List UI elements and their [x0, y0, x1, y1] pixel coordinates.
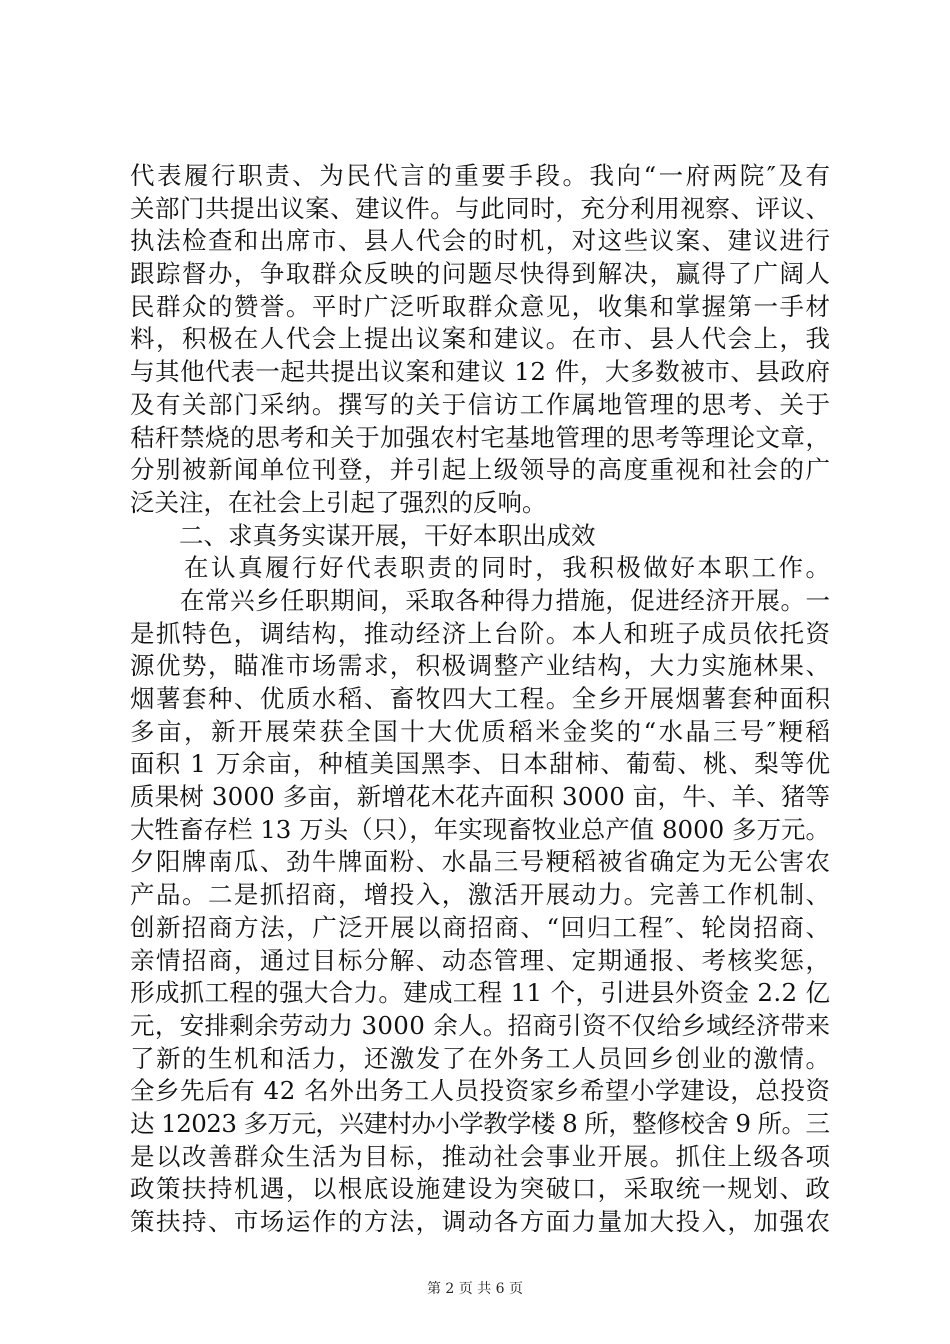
text-line: 多亩，新开展荣获全国十大优质稻米金奖的“水晶三号″粳稻	[130, 716, 833, 746]
text-line: 质果树 3000 多亩，新增花木花卉面积 3000 亩，牛、羊、猪等	[130, 782, 831, 812]
text-line: 产品。二是抓招商，增投入，激活开展动力。完善工作机制、	[130, 880, 832, 910]
text-line: 是抓特色，调结构，推动经济上台阶。本人和班子成员依托资	[130, 618, 832, 648]
text-line: 策扶持、市场运作的方法，调动各方面力量加大投入，加强农	[130, 1207, 832, 1236]
text-line: 了新的生机和活力，还激发了在外务工人员回乡创业的激情。	[130, 1043, 832, 1073]
text-line: 及有关部门采纳。撰写的关于信访工作属地管理的思考、关于	[130, 389, 832, 419]
text-line: 跟踪督办，争取群众反映的问题尽快得到解决，赢得了广阔人	[130, 259, 832, 289]
text-line: 关部门共提出议案、建议件。与此同时，充分利用视察、评议、	[130, 193, 831, 223]
text-line: 亲情招商，通过目标分解、动态管理、定期通报、考核奖惩，	[130, 945, 832, 975]
text-line: 二、求真务实谋开展，干好本职出成效	[130, 520, 596, 550]
text-line: 执法检查和出席市、县人代会的时机，对这些议案、建议进行	[130, 226, 832, 256]
text-line: 秸秆禁烧的思考和关于加强农村宅基地管理的思考等理论文章，	[130, 422, 831, 452]
document-body	[130, 160, 833, 1239]
text-line: 泛关注，在社会上引起了强烈的反响。	[130, 487, 547, 517]
text-line: 政策扶持机遇，以根底设施建设为突破口，采取统一规划、政	[130, 1174, 832, 1204]
text-line: 是以改善群众生活为目标，推动社会事业开展。抓住上级各项	[130, 1141, 832, 1171]
text-line: 面积 1 万余亩，种植美国黑李、日本甜柿、葡萄、桃、梨等优	[130, 749, 832, 779]
text-line: 大牲畜存栏 13 万头（只），年实现畜牧业总产值 8000 多万元。	[130, 814, 830, 844]
text-line: 夕阳牌南瓜、劲牛牌面粉、水晶三号粳稻被省确定为无公害农	[130, 847, 832, 877]
text-line: 民群众的赞誉。平时广泛听取群众意见，收集和掌握第一手材	[130, 291, 832, 321]
text-line: 分别被新闻单位刊登，并引起上级领导的高度重视和社会的广	[130, 455, 832, 485]
text-line: 在认真履行好代表职责的同时，我积极做好本职工作。	[130, 553, 833, 583]
page-footer: 第 2 页 共 6 页	[426, 1281, 524, 1297]
text-line: 料，积极在人代会上提出议案和建议。在市、县人代会上，我	[130, 324, 832, 354]
text-line: 全乡先后有 42 名外出务工人员投资家乡希望小学建设，总投资	[130, 1076, 831, 1106]
text-line: 源优势，瞄准市场需求，积极调整产业结构，大力实施林果、	[130, 651, 832, 681]
text-line: 烟薯套种、优质水稻、畜牧四大工程。全乡开展烟薯套种面积	[130, 684, 832, 713]
text-line: 与其他代表一起共提出议案和建议 12 件，大多数被市、县政府	[130, 357, 831, 387]
text-line: 代表履行职责、为民代言的重要手段。我向“一府两院″及有	[130, 161, 833, 190]
text-line: 创新招商方法，广泛开展以商招商、“回归工程″、轮岗招商、	[130, 912, 832, 942]
text-line: 在常兴乡任职期间，采取各种得力措施，促进经济开展。一	[130, 585, 831, 615]
text-line: 元，安排剩余劳动力 3000 余人。招商引资不仅给乡域经济带来	[130, 1010, 831, 1040]
text-line: 形成抓工程的强大合力。建成工程 11 个，引进县外资金 2.2 亿	[130, 978, 831, 1008]
text-line: 达 12023 多万元，兴建村办小学教学楼 8 所，整修校舍 9 所。三	[130, 1108, 830, 1138]
